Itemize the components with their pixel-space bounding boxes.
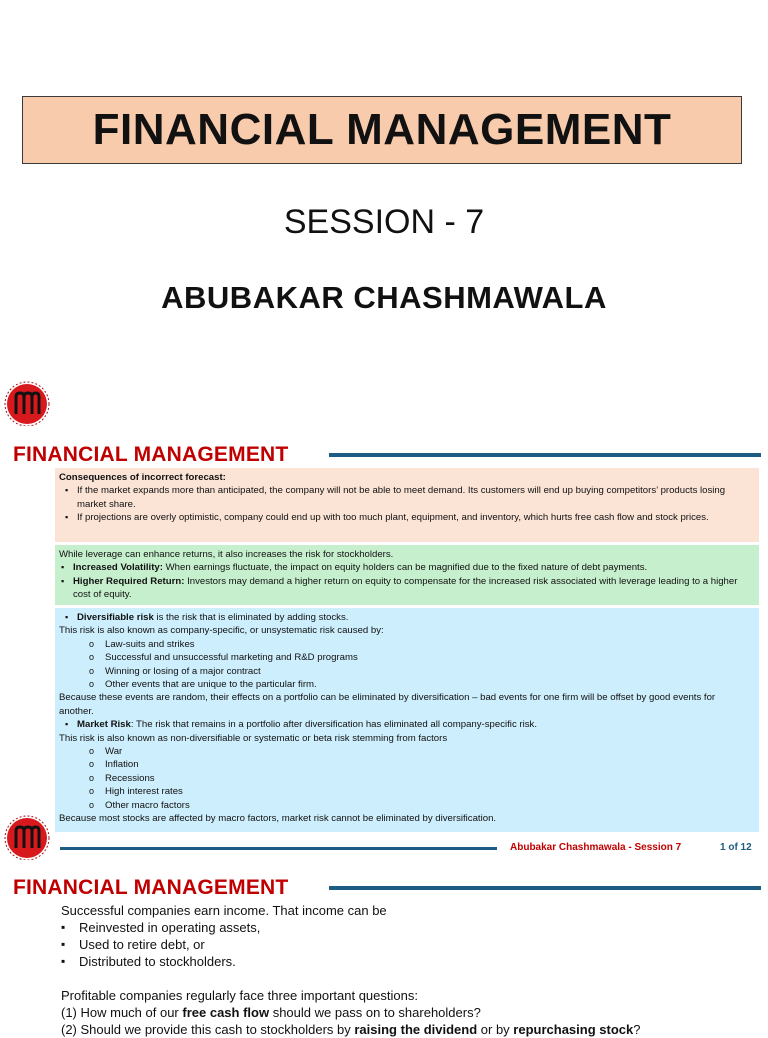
slide2-heading: FINANCIAL MANAGEMENT (13, 876, 289, 899)
question-2: (2) Should we provide this cash to stockholders by raising the dividend or by repurchasing stock? (61, 1022, 641, 1037)
list-item: o Other macro factors (59, 799, 751, 812)
slide1-heading: FINANCIAL MANAGEMENT (13, 443, 289, 466)
diversifiable-intro: This risk is also known as company-specific, or unsystematic risk caused by: (59, 625, 384, 637)
list-item: o Other events that are unique to the particular firm. (59, 678, 751, 691)
list-item: ▪ Reinvested in operating assets, (61, 919, 751, 936)
risk-box (55, 608, 759, 832)
cover-title: FINANCIAL MANAGEMENT (92, 105, 672, 154)
list-item: o Law-suits and strikes (59, 638, 751, 651)
institute-logo-icon (4, 814, 50, 860)
heading-rule (329, 453, 761, 457)
list-item: ▪ Increased Volatility: When earnings fluctuate, the impact on equity holders can be magnified due to the fixed nature of debt payments. (59, 561, 751, 574)
list-item: o Recessions (59, 772, 751, 785)
market-risk-item: ▪ Market Risk: The risk that remains in a portfolio after diversification has eliminated all company-specific risk. (59, 718, 751, 731)
page-number: 1 of 12 (720, 842, 752, 853)
list-item: o High interest rates (59, 785, 751, 798)
list-item: ▪ Higher Required Return: Investors may demand a higher return on equity to compensate for the increased risk associated with leverage leading to a higher cost of equity. (59, 575, 751, 602)
leverage-box (55, 545, 759, 605)
slide2-intro: Successful companies earn income. That income can be (61, 903, 387, 918)
list-item: ▪ If projections are overly optimistic, company could end up with too much plant, equipment, and inventory, which hurts free cash flow and stock prices. (59, 511, 751, 524)
footer-rule (60, 847, 497, 850)
leverage-intro: While leverage can enhance returns, it also increases the risk for stockholders. (59, 549, 394, 560)
author-name: ABUBAKAR CHASHMAWALA (161, 280, 607, 315)
questions-intro: Profitable companies regularly face three important questions: (61, 988, 418, 1003)
list-item: ▪ If the market expands more than anticipated, the company will not be able to meet demand. Its customers will end up buying competitors’ products losing market share. (59, 484, 751, 511)
market-intro: This risk is also known as non-diversifiable or systematic or beta risk stemming from factors (59, 732, 448, 744)
cover-title-box (22, 96, 742, 164)
session-label: SESSION - 7 (283, 203, 485, 241)
list-item: ▪ Distributed to stockholders. (61, 953, 751, 970)
diversifiable-note: Because these events are random, their effects on a portfolio can be eliminated by diversification – bad events for one firm will be offset by good events for another. (59, 692, 716, 717)
list-item: o Inflation (59, 758, 751, 771)
heading-rule (329, 886, 761, 890)
question-1: (1) How much of our free cash flow should we pass on to shareholders? (61, 1005, 481, 1020)
institute-logo-icon (4, 380, 50, 426)
list-item: o War (59, 745, 751, 758)
list-item: o Winning or losing of a major contract (59, 665, 751, 678)
diversifiable-risk-item: ▪ Diversifiable risk is the risk that is eliminated by adding stocks. (59, 611, 751, 624)
list-item: ▪ Used to retire debt, or (61, 936, 751, 953)
market-note: Because most stocks are affected by macro factors, market risk cannot be eliminated by diversification. (59, 813, 497, 825)
list-item: o Successful and unsuccessful marketing and R&D programs (59, 651, 751, 664)
forecast-box (55, 468, 759, 542)
forecast-title: Consequences of incorrect forecast: (59, 472, 226, 483)
slide2-body (61, 902, 751, 1038)
footer-author: Abubakar Chashmawala - Session 7 (510, 842, 682, 853)
